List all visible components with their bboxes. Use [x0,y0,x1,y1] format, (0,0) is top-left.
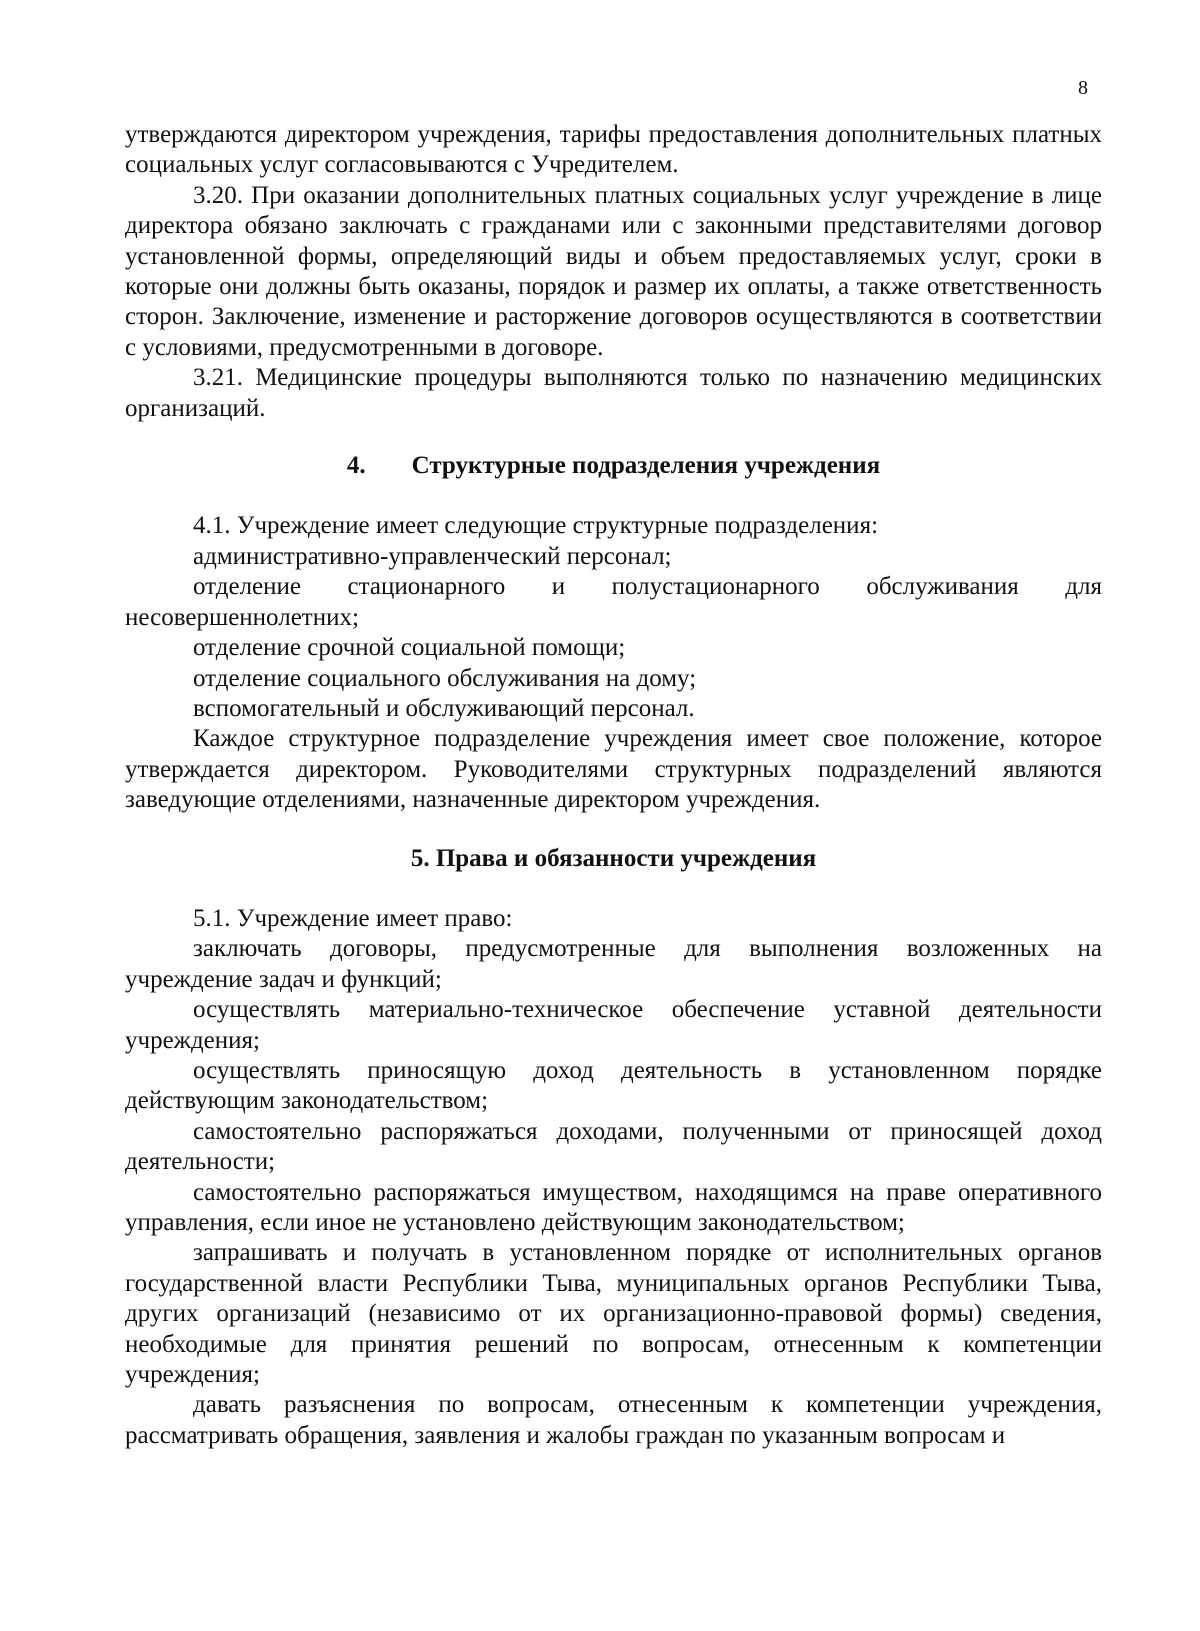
document-body [125,120,1102,1451]
page-number: 8 [1078,77,1088,99]
list-item: заключать договоры, предусмотренные для выполнения возложенных на учреждение задач и функций; [125,935,1102,993]
section-4-title: Структурные подразделения учреждения [411,452,881,480]
list-item: отделение социального обслуживания на дому; [193,664,697,692]
list-item: осуществлять материально-техническое обеспечение уставной деятельности учреждения; [125,996,1102,1054]
section-4-number: 4. [346,452,366,480]
paragraph-3-21: 3.21. Медицинские процедуры выполняются только по назначению медицинских организаций. [125,364,1102,422]
paragraph-4-1: 4.1. Учреждение имеет следующие структурные подразделения: [193,512,879,540]
paragraph-continuation: утверждаются директором учреждения, тарифы предоставления дополнительных платных социальных услуг согласовываются с Учредителем. [125,121,1102,179]
list-item: отделение срочной социальной помощи; [193,634,626,662]
paragraph-structure-note: Каждое структурное подразделение учреждения имеет свое положение, которое утверждается директором. Руководителями структурных подразделений являются заведующие отделениями, назначенные директором учреждения. [125,725,1102,814]
list-item: административно-управленческий персонал; [193,542,672,570]
list-item: давать разъяснения по вопросам, отнесенным к компетенции учреждения, рассматривать обращения, заявления и жалобы граждан по указанным вопросам и [125,1391,1102,1449]
paragraph-3-20: 3.20. При оказании дополнительных платных социальных услуг учреждение в лице директора обязано заключать с гражданами или с законными представителями договор установленной формы, определяющий виды и объем предоставляемых услуг, сроки в которые они должны быть оказаны, порядок и размер их оплаты, а также ответственность сторон. Заключение, изменение и расторжение договоров осуществляются в соответствии с условиями, предусмотренными в договоре. [125,181,1102,361]
list-item: самостоятельно распоряжаться доходами, полученными от приносящей доход деятельности; [125,1117,1102,1176]
section-5-heading: 5. Права и обязанности учреждения [410,844,817,872]
list-item: самостоятельно распоряжаться имуществом, находящимся на праве оперативного управления, если иное не установлено действующим законодательством; [125,1178,1102,1236]
list-item: осуществлять приносящую доход деятельность в установленном порядке действующим законодательством; [125,1056,1102,1115]
section-4-heading [125,451,1102,481]
list-item: отделение стационарного и полустационарного обслуживания для несовершеннолетних; [125,573,1102,631]
list-item: запрашивать и получать в установленном порядке от исполнительных органов государственной власти Республики Тыва, муниципальных органов Республики Тыва, других организаций (независимо от их организационно-правовой формы) сведения, необходимые для принятия решений по вопросам, отнесенным к компетенции учреждения; [125,1239,1102,1389]
paragraph-5-1: 5.1. Учреждение имеет право: [193,904,513,932]
list-item: вспомогательный и обслуживающий персонал. [193,694,695,722]
